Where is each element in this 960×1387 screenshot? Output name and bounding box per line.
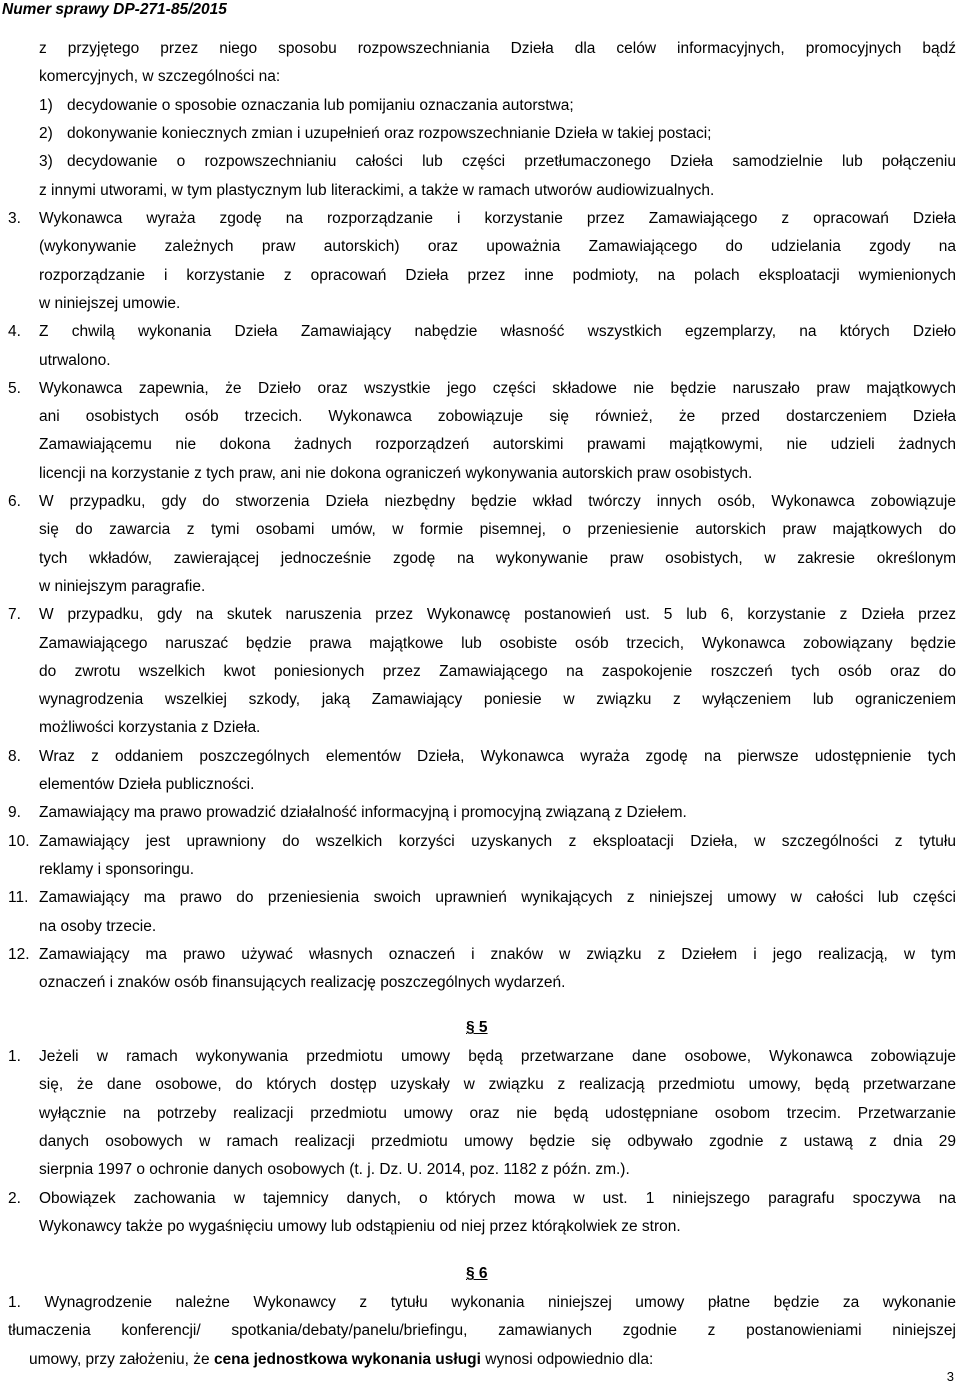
item-line: (wykonywanie zależnych praw autorskich) oraz upoważnia Zamawiającego do udzielania zgody na — [39, 238, 956, 256]
section6-line — [29, 1350, 653, 1370]
item-line: Zamawiający ma prawo do przeniesienia swoich uprawnień wynikających z niniejszej umowy w całości lub części — [39, 889, 956, 907]
item-line: oznaczeń i znaków osób finansujących realizację poszczególnych wydarzeń. — [39, 974, 566, 992]
item-number: 2. — [8, 1189, 21, 1207]
item-line: Zamawiającemu nie dokona żadnych rozporządzeń autorskimi prawami majątkowymi, nie udzieli żadnych — [39, 436, 956, 454]
item-line: W przypadku, gdy do stworzenia Dzieła niezbędny będzie wkład twórczy innych osób, Wykonawca zobowiązuje — [39, 493, 956, 510]
item-line: Wykonawca wyraża zgodę na rozporządzanie i korzystanie przez Zamawiającego z opracowań Dzieła — [39, 210, 956, 227]
item-number: 3. — [8, 210, 21, 227]
item-number: 1. — [8, 1048, 21, 1065]
item-line: Wykonawca zapewnia, że Dzieło oraz wszystkie jego części składowe nie będzie naruszało praw majątkowych — [39, 379, 956, 397]
item-line: do zwrotu wszelkich kwot poniesionych przez Zamawiającego na zaspokojenie roszczeń tych osób oraz do — [39, 662, 956, 680]
item-line: się, że dane osobowe, do których dostęp uzyskały w związku z realizacją przedmiotu umowy, będą przetwarzane — [39, 1076, 956, 1094]
sub-item-line: decydowanie o rozpowszechnianiu całości lub części przetłumaczonego Dzieła samodzielnie lub połączeniu — [67, 153, 956, 171]
section6-line: 1. Wynagrodzenie należne Wykonawcy z tytułu wykonania niniejszej umowy płatne będzie za wykonanie — [8, 1294, 956, 1311]
item-line: wynagrodzenia wszelkiej szkody, jaką Zamawiający poniesie w związku z wyłączeniem lub ograniczeniem — [39, 691, 956, 709]
item-line: się do zawarcia z tymi osobami umów, w formie pisemnej, o przeniesienie autorskich praw majątkowych do — [39, 521, 956, 539]
sub-item-number: 1) — [39, 96, 53, 114]
section6-text: wynosi odpowiednio dla: — [480, 1350, 654, 1368]
item-line: rozporządzanie i korzystanie z opracowań Dzieła przez inne podmioty, na polach eksploatacji wymienionych — [39, 266, 956, 284]
item-line: Z chwilą wykonania Dzieła Zamawiający nabędzie własność wszystkich egzemplarzy, na których Dzieło — [39, 323, 956, 341]
item-line: na osoby trzecie. — [39, 917, 157, 935]
item-line: w niniejszej umowie. — [39, 294, 181, 312]
item-number: 12. — [8, 945, 30, 963]
item-line: Jeżeli w ramach wykonywania przedmiotu umowy będą przetwarzane dane osobowe, Wykonawca zobowiązuje — [39, 1048, 956, 1065]
item-line: wyłącznie na potrzeby realizacji przedmiotu umowy oraz nie będą udostępniane osobom trzecim. Przetwarzanie — [39, 1104, 956, 1122]
page-number: 3 — [946, 1369, 954, 1384]
item-line: licencji na korzystanie z tych praw, ani nie dokona ograniczeń wykonywania autorskich praw osobistych. — [39, 464, 753, 482]
section-heading: § 6 — [466, 1265, 488, 1282]
item-line: Zamawiającego naruszać będzie prawa majątkowe lub osobiste osób trzecich, Wykonawca zobowiązany będzie — [39, 634, 956, 652]
item-number: 11. — [8, 889, 29, 907]
intro-line: komercyjnych, w szczególności na: — [39, 68, 281, 86]
sub-item-line: z innymi utworami, w tym plastycznym lub literackimi, a także w ramach utworów audiowizualnych. — [39, 181, 715, 199]
item-line: Zamawiający ma prawo prowadzić działalność informacyjną i promocyjną związaną z Dziełem. — [39, 804, 687, 822]
item-line: Zamawiający jest uprawniony do wszelkich korzyści uzyskanych z eksploatacji Dzieła, w szczególności z tytułu — [39, 832, 956, 850]
item-line: tych wkładów, zawierającej jednocześnie zgodę na wykonywanie praw osobistych, w zakresie określonym — [39, 549, 956, 567]
item-line: Wraz z oddaniem poszczególnych elementów Dzieła, Wykonawca wyraża zgodę na pierwsze udostępnienie tych — [39, 747, 956, 765]
item-line: w niniejszym paragrafie. — [39, 577, 206, 595]
section6-text: umowy, przy założeniu, że — [29, 1350, 214, 1368]
item-line: reklamy i sponsoringu. — [39, 860, 195, 878]
item-number: 10. — [8, 832, 30, 850]
sub-item-number: 2) — [39, 124, 53, 142]
item-line: utrwalono. — [39, 351, 111, 369]
sub-item-line: dokonywanie koniecznych zmian i uzupełnień oraz rozpowszechnianie Dzieła w takiej postaci; — [67, 124, 712, 142]
sub-item-line: decydowanie o sposobie oznaczania lub pomijaniu oznaczania autorstwa; — [67, 96, 574, 114]
item-number: 4. — [8, 323, 21, 341]
item-number: 8. — [8, 747, 21, 765]
item-line: Wykonawcy także po wygaśnięciu umowy lub odstąpieniu od niej przez którąkolwiek ze stron. — [39, 1217, 681, 1235]
unit-price-emphasis: cena jednostkowa wykonania usługi — [213, 1350, 481, 1368]
intro-line: z przyjętego przez niego sposobu rozpowszechniania Dzieła dla celów informacyjnych, promocyjnych bądź — [39, 40, 956, 57]
item-line: możliwości korzystania z Dzieła. — [39, 719, 261, 737]
sub-item-number: 3) — [39, 153, 53, 171]
item-line: Obowiązek zachowania w tajemnicy danych, o których mowa w ust. 1 niniejszego paragrafu spoczywa na — [39, 1189, 956, 1207]
section-heading: § 5 — [466, 1019, 488, 1036]
item-line: W przypadku, gdy na skutek naruszenia przez Wykonawcę postanowień ust. 5 lub 6, korzystanie z Dzieła przez — [39, 606, 956, 624]
item-number: 5. — [8, 379, 21, 397]
item-line: sierpnia 1997 o ochronie danych osobowych (t. j. Dz. U. 2014, poz. 1182 z późn. zm.). — [39, 1161, 630, 1179]
item-line: ani osobistych osób trzecich. Wykonawca zobowiązuje się również, że przed dostarczeniem Dzieła — [39, 408, 956, 426]
item-line: Zamawiający ma prawo używać własnych oznaczeń i znaków w związku z Dziełem i jego realizacją, w tym — [39, 945, 956, 963]
case-number-header: Numer sprawy DP-271-85/2015 — [2, 1, 227, 18]
section6-line: tłumaczenia konferencji/ spotkania/debaty/panelu/briefingu, zamawianych zgodnie z postanowieniami niniejszej — [8, 1322, 956, 1340]
item-number: 9. — [8, 804, 21, 822]
item-line: elementów Dzieła publiczności. — [39, 776, 255, 793]
item-line: danych osobowych w ramach realizacji przedmiotu umowy będzie się odbywało zgodnie z ustawą z dnia 29 — [39, 1132, 956, 1150]
item-number: 6. — [8, 493, 21, 510]
item-number: 7. — [8, 606, 21, 624]
